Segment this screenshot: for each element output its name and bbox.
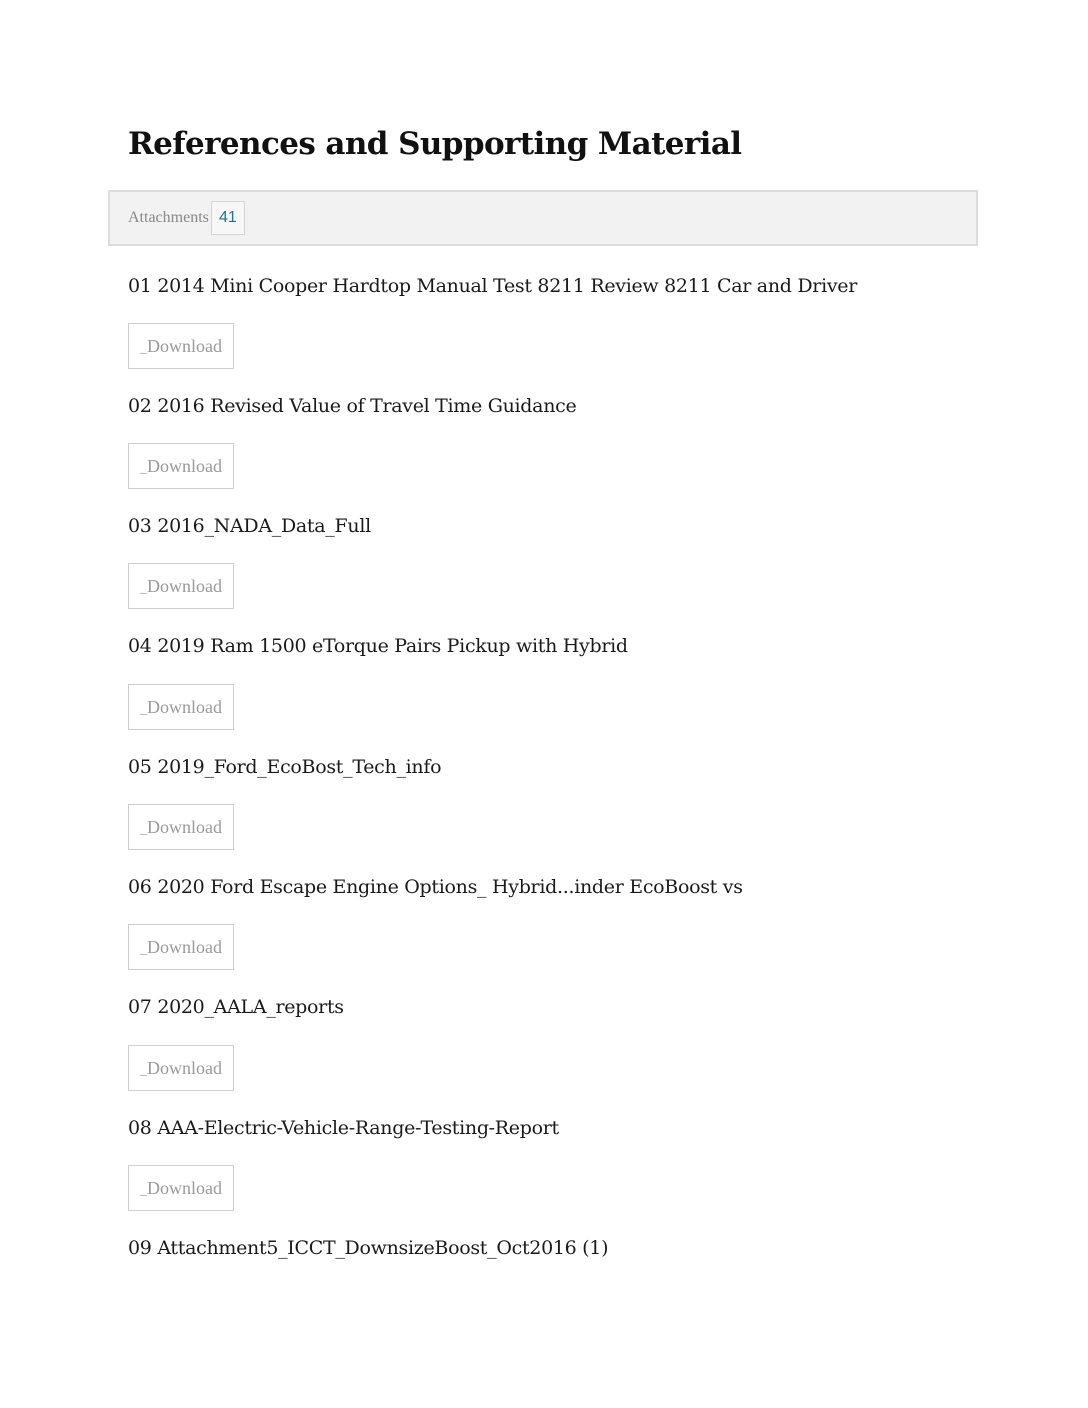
attachment-title: 09 Attachment5_ICCT_DownsizeBoost_Oct2016 (1) [128,1237,609,1259]
download-underscore: _ [140,581,147,596]
download-underscore: _ [140,1183,147,1198]
download-button[interactable] [128,323,234,369]
download-label: Download [147,936,222,957]
attachments-count-badge: 41 [211,201,245,235]
download-button[interactable] [128,924,234,970]
attachment-title: 05 2019_Ford_EcoBost_Tech_info [128,756,442,778]
download-button[interactable] [128,684,234,730]
download-underscore: _ [140,341,147,356]
download-button[interactable] [128,563,234,609]
download-label: Download [147,455,222,476]
attachment-title: 04 2019 Ram 1500 eTorque Pairs Pickup with Hybrid [128,635,628,657]
download-underscore: _ [140,461,147,476]
download-label: Download [147,1057,222,1078]
download-label: Download [147,1177,222,1198]
attachments-header [108,190,978,246]
download-button[interactable] [128,1165,234,1211]
download-button[interactable] [128,443,234,489]
download-underscore: _ [140,1063,147,1078]
download-label: Download [147,816,222,837]
attachment-title: 03 2016_NADA_Data_Full [128,515,371,537]
attachment-title: 08 AAA-Electric-Vehicle-Range-Testing-Report [128,1117,559,1139]
attachment-title: 07 2020_AALA_reports [128,996,344,1018]
download-label: Download [147,335,222,356]
page-title: References and Supporting Material [128,126,742,162]
download-label: Download [147,575,222,596]
attachment-title: 01 2014 Mini Cooper Hardtop Manual Test 8211 Review 8211 Car and Driver [128,275,858,297]
download-underscore: _ [140,942,147,957]
download-underscore: _ [140,822,147,837]
download-button[interactable] [128,1045,234,1091]
download-button[interactable] [128,804,234,850]
attachment-title: 06 2020 Ford Escape Engine Options_ Hybrid...inder EcoBoost vs [128,876,743,898]
attachments-label: Attachments [128,209,209,226]
attachment-title: 02 2016 Revised Value of Travel Time Guidance [128,395,577,417]
download-underscore: _ [140,702,147,717]
download-label: Download [147,696,222,717]
